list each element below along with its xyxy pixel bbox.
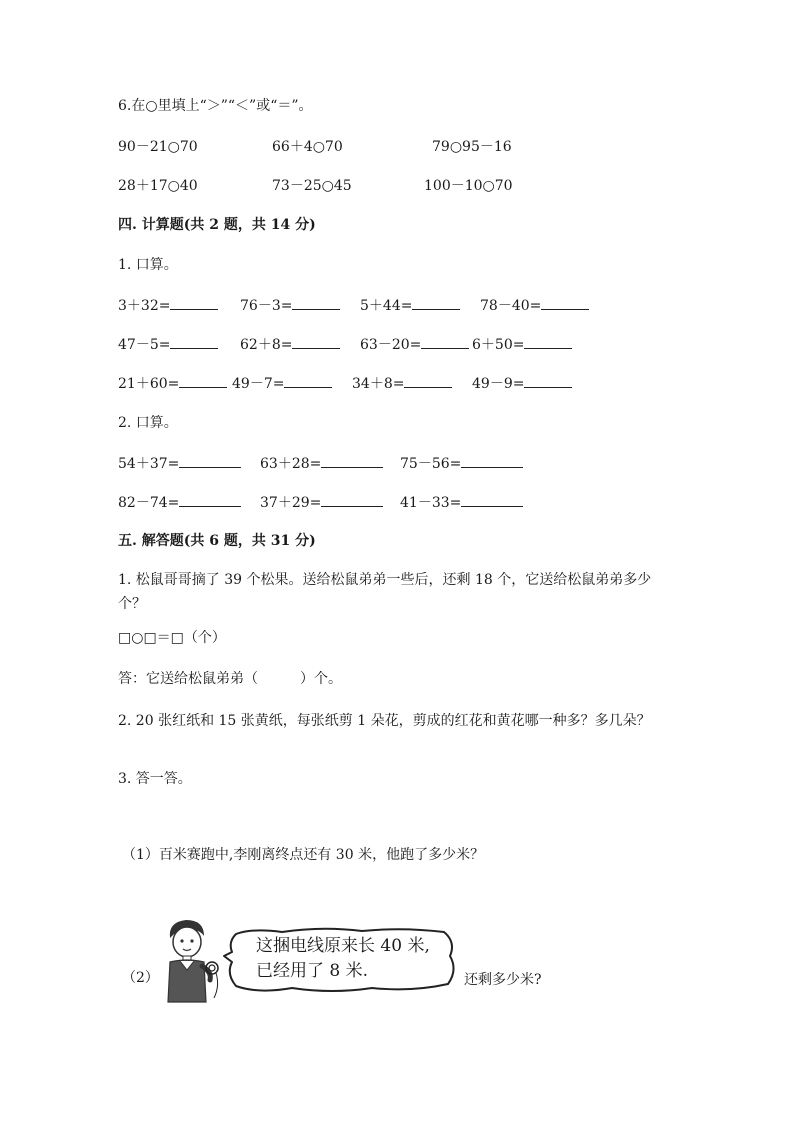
answer-blank[interactable] [179, 492, 241, 507]
comparison-item: 28＋17○40 [118, 178, 198, 194]
question-6-title: 6.在○里填上“＞”“＜”或“＝”。 [118, 98, 313, 114]
answer-blank[interactable] [170, 295, 218, 310]
word-problem-1-formula: □○□＝□（个） [118, 630, 226, 646]
mental-math-item: 82－74= [118, 492, 241, 513]
speech-bubble-line-2: 已经用了 8 米. [256, 961, 369, 981]
mental-math-item: 49－9= [472, 373, 572, 394]
answer-blank[interactable] [404, 373, 452, 388]
answer-blank[interactable] [524, 334, 572, 349]
mental-math-item: 47－5= [118, 334, 218, 355]
answer-blank[interactable] [412, 295, 460, 310]
mental-math-item: 21＋60= [118, 373, 227, 394]
mental-math-item: 78－40= [480, 295, 589, 316]
answer-blank[interactable] [179, 373, 227, 388]
answer-blank[interactable] [170, 334, 218, 349]
answer-blank[interactable] [461, 453, 523, 468]
comparison-item: 100－10○70 [424, 178, 513, 194]
answer-blank[interactable] [292, 334, 340, 349]
mental-math-item: 37＋29= [260, 492, 383, 513]
mental-math-item: 63＋28= [260, 453, 383, 474]
mental-math-item: 75－56= [400, 453, 523, 474]
word-problem-1: 1. 松鼠哥哥摘了 39 个松果。送给松鼠弟弟一些后，还剩 18 个，它送给松鼠弟弟多少个？ [118, 572, 652, 612]
mental-math-item: 54＋37= [118, 453, 241, 474]
mental-math-item: 3＋32= [118, 295, 218, 316]
section-4-q1-title: 1. 口算。 [118, 257, 178, 273]
word-problem-3-sub-1: （1）百米赛跑中,李刚离终点还有 30 米，他跑了多少米？ [122, 847, 485, 863]
mental-math-item: 6＋50= [472, 334, 572, 355]
mental-math-item: 5＋44= [360, 295, 460, 316]
mental-math-item: 41－33= [400, 492, 523, 513]
word-problem-3-sub-2-question: 还剩多少米? [464, 972, 542, 988]
section-5-heading: 五. 解答题(共 6 题，共 31 分) [118, 533, 316, 549]
mental-math-item: 76－3= [240, 295, 340, 316]
answer-blank[interactable] [284, 373, 332, 388]
answer-blank[interactable] [541, 295, 589, 310]
comparison-item: 66＋4○70 [272, 139, 343, 155]
word-problem-1-answer: 答：它送给松鼠弟弟（ ）个。 [118, 671, 342, 687]
mental-math-item: 34＋8= [352, 373, 452, 394]
mental-math-item: 62＋8= [240, 334, 340, 355]
answer-blank[interactable] [461, 492, 523, 507]
mental-math-item: 49－7= [232, 373, 332, 394]
answer-blank[interactable] [292, 295, 340, 310]
speech-bubble-line-1: 这捆电线原来长 40 米, [256, 936, 430, 956]
answer-blank[interactable] [321, 492, 383, 507]
answer-blank[interactable] [421, 334, 469, 349]
comparison-item: 79○95－16 [432, 139, 512, 155]
comparison-item: 73－25○45 [272, 178, 352, 194]
boy-illustration [156, 916, 224, 1006]
mental-math-item: 63－20= [360, 334, 469, 355]
word-problem-3-title: 3. 答一答。 [118, 771, 192, 787]
word-problem-2: 2. 20 张红纸和 15 张黄纸，每张纸剪 1 朵花，剪成的红花和黄花哪一种多？多几朵？ [118, 713, 651, 729]
comparison-item: 90－21○70 [118, 139, 198, 155]
section-4-heading: 四. 计算题(共 2 题，共 14 分) [118, 217, 316, 233]
word-problem-3-sub-2-label: （2） [122, 970, 159, 986]
answer-blank[interactable] [524, 373, 572, 388]
answer-blank[interactable] [321, 453, 383, 468]
section-4-q2-title: 2. 口算。 [118, 415, 178, 431]
answer-blank[interactable] [179, 453, 241, 468]
